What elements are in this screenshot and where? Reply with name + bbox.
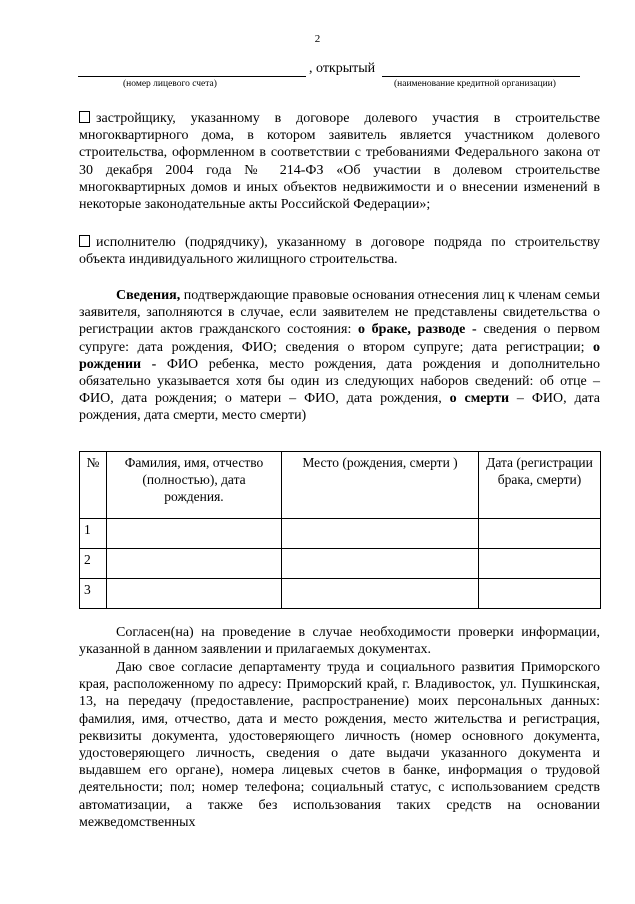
contractor-option-text: исполнителю (подрядчику), указанному в договоре подряда по строительству объекта индивидуального жилищного строительства.	[79, 235, 600, 268]
info-text-1: подтверждающие правовые основания отнесения лиц к членам семьи заявителя, заполняются в случае, если заявителем не представлены свидетельства о регистрации актов гражданского состояния:	[79, 288, 600, 338]
row-number: 1	[80, 519, 107, 549]
account-number-caption: (номер лицевого счета)	[123, 79, 217, 89]
header-place: Место (рождения, смерти )	[282, 452, 479, 519]
account-number-line	[78, 72, 306, 77]
info-text-3: ФИО ребенка, место рождения, дата рождения и дополнительно обязательно указывается хотя бы один из следующих наборов сведений: об отце – ФИО, дата рождения; о матери – ФИО, дата рождения,	[79, 356, 601, 407]
bank-name-line	[382, 72, 580, 77]
info-text-2: сведения о первом супруге: дата рождения, ФИО; сведения о втором супруге; дата регистрации;	[79, 322, 600, 355]
row-number: 3	[80, 579, 107, 609]
header-date: Дата (регистрации брака, смерти)	[479, 452, 601, 519]
personal-data-text: Даю свое согласие департаменту труда и социального развития Приморского края, расположенному по адресу: Приморский край, г. Владивосток, ул. Пушкинская, 13, на передачу (предоставление, распространение) моих персональных данных: фамилия, имя, отчество, дата и место рождения, место жительства и регистрация, реквизиты документа, удостоверяющего личность (номер основного документа, удостоверяющего личность, сведения о дате выдачи указанного документа и выдавшем его органе), номера лицевых счетов в банке, информация о трудовой деятельности; пол; номер телефона; социальный статус, с использованием средств автоматизации, а также без использования таких средств на основании межведомственных	[79, 660, 600, 830]
header-number: №	[80, 452, 107, 519]
row-number: 2	[80, 549, 107, 579]
info-bold-marriage: о браке, разводе -	[358, 322, 477, 338]
place-cell[interactable]	[282, 519, 479, 549]
page-number: 2	[314, 33, 321, 45]
developer-option	[79, 110, 600, 213]
table-row	[80, 579, 601, 609]
contractor-checkbox[interactable]	[79, 235, 90, 247]
contractor-option	[79, 234, 600, 268]
table-row	[80, 519, 601, 549]
info-paragraph	[79, 287, 600, 425]
table-header-row	[80, 452, 601, 519]
opened-label: , открытый	[309, 61, 376, 76]
family-info-table	[79, 451, 601, 609]
developer-option-text: застройщику, указанному в договоре долевого участия в строительстве многоквартирного дома, в котором заявитель является участником долевого строительства, оформленном в соответствии с требованиями Федерального закона от 30 декабря 2004 года № 214-ФЗ «Об участии в долевом строительстве многоквартирных домов и иных объектов недвижимости и о внесении изменений в некоторые законодательные акты Российской Федерации»;	[79, 111, 600, 213]
consent-check-text: Согласен(на) на проведение в случае необходимости проверки информации, указанной в данном заявлении и прилагаемых документах.	[79, 625, 600, 658]
name-cell[interactable]	[107, 519, 282, 549]
info-bold-death: о смерти	[449, 391, 510, 407]
header-full-name: Фамилия, имя, отчество (полностью), дата рождения.	[107, 452, 282, 519]
bank-name-caption: (наименование кредитной организации)	[394, 79, 556, 89]
info-bold-birth: о рождении -	[79, 339, 600, 372]
place-cell[interactable]	[282, 579, 479, 609]
name-cell[interactable]	[107, 579, 282, 609]
place-cell[interactable]	[282, 549, 479, 579]
info-text-4: – ФИО, дата рождения, дата смерти, место смерти)	[79, 391, 600, 424]
info-lead: Сведения,	[116, 288, 181, 303]
table-row	[80, 549, 601, 579]
name-cell[interactable]	[107, 549, 282, 579]
date-cell[interactable]	[479, 549, 601, 579]
developer-checkbox[interactable]	[79, 111, 90, 123]
personal-data-paragraph	[79, 659, 600, 831]
date-cell[interactable]	[479, 519, 601, 549]
consent-check-paragraph	[79, 624, 600, 658]
date-cell[interactable]	[479, 579, 601, 609]
